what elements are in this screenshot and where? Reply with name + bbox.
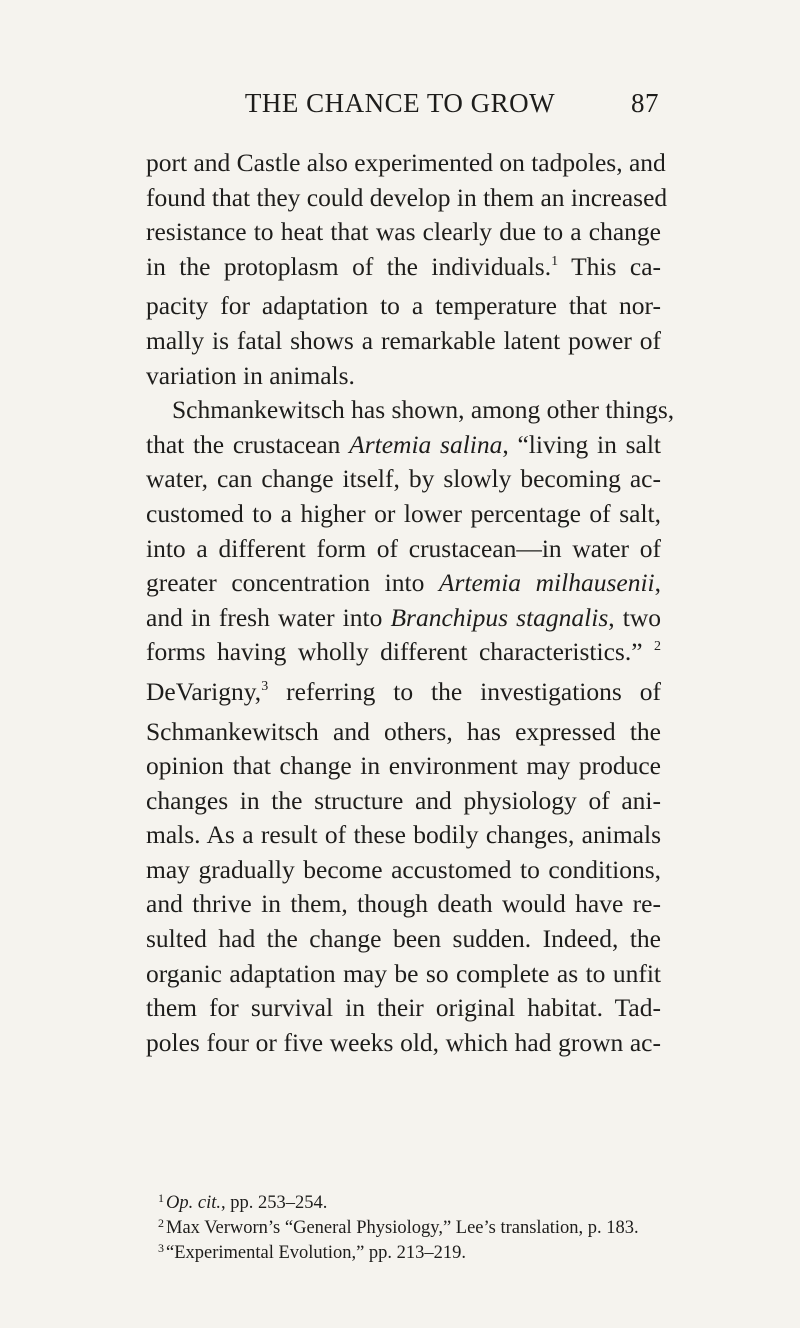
text-line: and in fresh water into Branchipus stagnalis, two: [146, 602, 661, 632]
footnote-mark: 1: [158, 1191, 164, 1205]
text-line: mally is fatal shows a remarkable latent power of: [146, 325, 661, 355]
text-line: variation in animals.: [146, 360, 355, 390]
footnote: $^3$ “Experimental Evolution,” pp. 213–219.: [158, 1241, 467, 1263]
footnote-ref: 3: [261, 678, 269, 694]
text-line: Schmankewitsch and others, has expressed the: [146, 716, 661, 746]
footnotes: [146, 1191, 706, 1266]
text-line: customed to a higher or lower percentage of salt,: [146, 498, 661, 528]
page-number: 87: [631, 88, 659, 118]
footnote: $^2$ Max Verworn’s “General Physiology,” Lee’s translation, p. 183.: [158, 1216, 639, 1238]
text-line: DeVarigny,$^3$ referring to the investigations of: [146, 676, 661, 706]
text-line: them for survival in their original habitat. Tad-: [146, 993, 661, 1023]
species-name: Artemia salina: [349, 429, 503, 459]
text-line: sulted had the change been sudden. Indeed, the: [146, 924, 661, 954]
text-line: opinion that change in environment may produce: [146, 751, 661, 781]
text-line: greater concentration into Artemia milhausenii,: [146, 568, 661, 598]
text-line: changes in the structure and physiology of ani-: [146, 785, 661, 815]
text-line: organic adaptation may be so complete as to unfit: [146, 958, 661, 988]
text-line: resistance to heat that was clearly due to a change: [146, 217, 661, 247]
text-line: mals. As a result of these bodily changes, animals: [146, 820, 661, 850]
text-line: Schmankewitsch has shown, among other things,: [172, 395, 675, 425]
text-line: forms having wholly different characteristics.” $^2$: [146, 637, 661, 667]
text-line: may gradually become accustomed to conditions,: [146, 854, 661, 884]
text-line: port and Castle also experimented on tadpoles, and: [146, 148, 666, 177]
text-line: that the crustacean Artemia salina, “living in salt: [146, 429, 662, 459]
species-name: Branchipus stagnalis: [390, 602, 609, 632]
running-head: THE CHANCE TO GROW: [244, 88, 556, 118]
species-name: Artemia milhausenii: [438, 568, 655, 598]
text-line: water, can change itself, by slowly becoming ac-: [146, 464, 661, 494]
footnote-ref: 2: [654, 639, 661, 655]
footnote-mark: 3: [158, 1241, 164, 1255]
text-line: in the protoplasm of the individuals.$^1$ This ca-: [146, 251, 661, 281]
body-text: [146, 146, 675, 1060]
footnote-ref: 1: [551, 253, 559, 269]
footnote-mark: 2: [158, 1216, 164, 1230]
text-line: and thrive in them, though death would have re-: [146, 889, 661, 919]
text-line: poles four or five weeks old, which had grown ac-: [146, 1027, 661, 1057]
footnote: $^1$ Op. cit., pp. 253–254.: [158, 1191, 328, 1213]
text-line: into a different form of crustacean—in water of: [146, 533, 661, 563]
page-header: [0, 88, 800, 128]
text-line: pacity for adaptation to a temperature that nor-: [146, 291, 661, 321]
text-line: found that they could develop in them an increased: [146, 182, 668, 212]
